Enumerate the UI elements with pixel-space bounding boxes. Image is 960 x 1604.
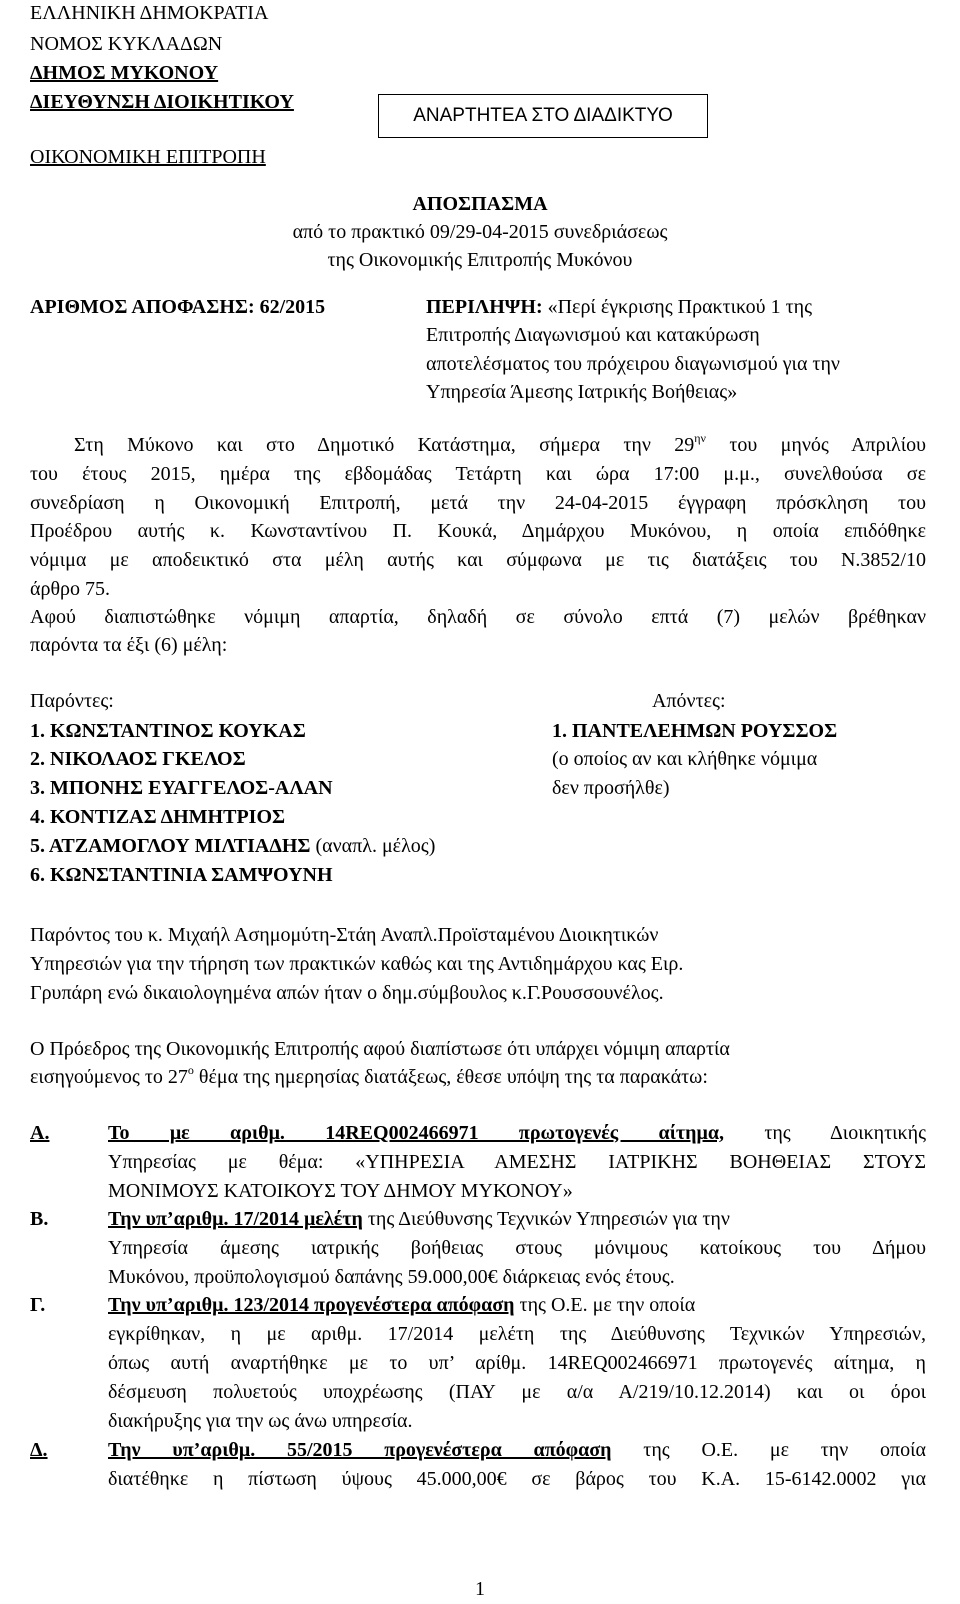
intro-line-8: παρόντα τα έξι (6) μέλη:: [30, 634, 228, 656]
presence-line-1: Παρόντος του κ. Μιχαήλ Ασημομύτη-Στάη Αναπλ.Προϊσταμένου Διοικητικών: [30, 924, 659, 946]
item-a-line-1-rest: της Διοικητικής: [764, 1122, 926, 1144]
publish-online-box: ΑΝΑΡΤΗΤΕΑ ΣΤΟ ΔΙΑΔΙΚΤΥΟ: [378, 94, 708, 138]
item-c-line-4: δέσμευση πολυετούς υποχρέωσης (ΠΑΥ με α/α Α/219/10.12.2014) και οι όροι: [108, 1381, 926, 1403]
president-line-2a: εισηγούμενος το 27: [30, 1066, 188, 1088]
item-c-line-5: διακήρυξης για την ως άνω υπηρεσία.: [108, 1410, 413, 1432]
president-sup: ο: [187, 1063, 194, 1077]
summary-label: ΠΕΡΙΛΗΨΗ:: [426, 296, 543, 318]
doc-heading: ΑΠΟΣΠΑΣΜΑ: [412, 193, 548, 215]
item-a-line-3: ΜΟΝΙΜΟΥΣ ΚΑΤΟΙΚΟΥΣ ΤΟΥ ΔΗΜΟΥ ΜΥΚΟΝΟΥ»: [108, 1180, 573, 1202]
president-line-2: [30, 1063, 708, 1088]
summary-line-3: αποτελέσματος του πρόχειρου διαγωνισμού για την: [426, 353, 840, 375]
intro-line-6: άρθρο 75.: [30, 578, 111, 600]
item-d-line-2: διατέθηκε η πίστωση ύψους 45.000,00€ σε βάρος του Κ.Α. 15-6142.0002 για: [108, 1468, 926, 1490]
item-c-line-1-rest: της Ο.Ε. με την οποία: [514, 1294, 696, 1316]
present-label: Παρόντες:: [30, 690, 114, 712]
summary-line-1: [426, 296, 812, 318]
item-b-line-2: Υπηρεσία άμεσης ιατρικής βοήθειας στους μόνιμους κατοίκους του Δήμου: [108, 1237, 926, 1259]
president-line-2b: θέμα της ημερησίας διατάξεως, έθεσε υπόψη της τα παρακάτω:: [193, 1066, 708, 1088]
item-a-line-1: [108, 1122, 926, 1144]
summary-line-4: Υπηρεσία Άμεσης Ιατρικής Βοήθειας»: [426, 381, 738, 403]
absent-label: Απόντες:: [652, 690, 726, 712]
decision-number: ΑΡΙΘΜΟΣ ΑΠΟΦΑΣΗΣ: 62/2015: [30, 296, 326, 318]
presence-line-3: Γρυπάρη ενώ δικαιολογημένα απών ήταν ο δημ.σύμβουλος κ.Γ.Ρουσσουνέλος.: [30, 982, 664, 1004]
item-b-line-1: [108, 1208, 926, 1230]
present-member-6: 6. ΚΩΝΣΤΑΝΤΙΝΙΑ ΣΑΜΨΟΥΝΗ: [30, 864, 333, 886]
header-prefecture: ΝΟΜΟΣ ΚΥΚΛΑΔΩΝ: [30, 33, 223, 55]
absent-note-2: δεν προσήλθε): [552, 777, 670, 799]
present-member-5-row: [30, 835, 435, 857]
item-b-line-3: Μυκόνου, προϋπολογισμού δαπάνης 59.000,00€ διάρκειας ενός έτους.: [108, 1266, 675, 1288]
item-a-ref: Το με αριθμ. 14REQ002466971 πρωτογενές αίτημα,: [108, 1122, 724, 1144]
page-number: 1: [475, 1578, 485, 1600]
intro-line-7: Αφού διαπιστώθηκε νόμιμη απαρτία, δηλαδή σε σύνολο επτά (7) μελών βρέθηκαν: [30, 606, 926, 628]
item-d-label: Δ.: [30, 1439, 48, 1461]
item-c-label: Γ.: [30, 1294, 46, 1316]
header-municipality: ΔΗΜΟΣ ΜΥΚΟΝΟΥ: [30, 62, 219, 84]
intro-line-4: Προέδρου αυτής κ. Κωνσταντίνου Π. Κουκά, Δημάρχου Μυκόνου, η οποία επιδόθηκε: [30, 520, 926, 542]
item-c-ref: Την υπ’αριθμ. 123/2014 προγενέστερα απόφαση: [108, 1294, 515, 1316]
present-member-1: 1. ΚΩΝΣΤΑΝΤΙΝΟΣ ΚΟΥΚΑΣ: [30, 720, 306, 742]
item-d-line-1: [108, 1439, 926, 1461]
header-country: ΕΛΛΗΝΙΚΗ ΔΗΜΟΚΡΑΤΙΑ: [30, 2, 269, 24]
item-b-ref: Την υπ’αριθμ. 17/2014 μελέτη: [108, 1208, 363, 1230]
doc-subheading-2: της Οικονομικής Επιτροπής Μυκόνου: [327, 249, 633, 271]
present-member-4: 4. ΚΟΝΤΙΖΑΣ ΔΗΜΗΤΡΙΟΣ: [30, 806, 286, 828]
intro-line-3: συνεδρίαση η Οικονομική Επιτροπή, μετά την 24-04-2015 έγγραφη πρόσκληση του: [30, 492, 926, 514]
intro-line-1b: του μηνός Απριλίου: [705, 434, 926, 456]
item-d-line-1-rest: της Ο.Ε. με την οποία: [643, 1439, 926, 1461]
absent-note-1: (ο οποίος αν και κλήθηκε νόμιμα: [552, 748, 818, 770]
item-c-line-1: [108, 1294, 926, 1316]
item-c-line-3: όπως αυτή αναρτήθηκε με το υπ’ αρίθμ. 14REQ002466971 πρωτογενές αίτημα, η: [108, 1352, 926, 1374]
present-member-5: 5. ΑΤΖΑΜΟΓΛΟΥ ΜΙΛΤΙΑΔΗΣ: [30, 835, 311, 857]
item-d-ref: Την υπ’αριθμ. 55/2015 προγενέστερα απόφαση: [108, 1439, 612, 1461]
header-committee: ΟΙΚΟΝΟΜΙΚΗ ΕΠΙΤΡΟΠΗ: [30, 146, 266, 168]
present-member-3: 3. ΜΠΟΝΗΣ ΕΥΑΓΓΕΛΟΣ-ΑΛΑΝ: [30, 777, 333, 799]
header-directorate: ΔΙΕΥΘΥΝΣΗ ΔΙΟΙΚΗΤΙΚΟΥ: [30, 91, 294, 113]
intro-line-2: του έτους 2015, ημέρα της εβδομάδας Τετάρτη και ώρα 17:00 μ.μ., συνελθούσα σε: [30, 463, 926, 485]
absent-member-1: 1. ΠΑΝΤΕΛΕΗΜΩΝ ΡΟΥΣΣΟΣ: [552, 720, 838, 742]
president-line-1: Ο Πρόεδρος της Οικονομικής Επιτροπής αφού διαπίστωσε ότι υπάρχει νόμιμη απαρτία: [30, 1038, 730, 1060]
doc-subheading-1: από το πρακτικό 09/29-04-2015 συνεδριάσεως: [292, 221, 668, 243]
item-b-label: Β.: [30, 1208, 49, 1230]
item-a-label: Α.: [30, 1122, 50, 1144]
present-member-5-note: (αναπλ. μέλος): [310, 835, 436, 857]
item-c-line-2: εγκρίθηκαν, η με αριθμ. 17/2014 μελέτη της Διεύθυνσης Τεχνικών Υπηρεσιών,: [108, 1323, 926, 1345]
intro-line-1a: Στη Μύκονο και στο Δημοτικό Κατάστημα, σήμερα την 29: [74, 434, 695, 456]
intro-line-1: [74, 431, 926, 456]
summary-text-1: «Περί έγκρισης Πρακτικού 1 της: [547, 296, 813, 318]
presence-line-2: Υπηρεσιών για την τήρηση των πρακτικών καθώς και της Αντιδημάρχου κας Ειρ.: [30, 953, 684, 975]
summary-line-2: Επιτροπής Διαγωνισμού και κατακύρωση: [426, 324, 760, 346]
present-member-2: 2. ΝΙΚΟΛΑΟΣ ΓΚΕΛΟΣ: [30, 748, 246, 770]
intro-sup-day: ην: [694, 431, 706, 445]
intro-line-5: νόμιμα με αποδεικτικό στα μέλη αυτής και σύμφωνα με τις διατάξεις του Ν.3852/10: [30, 549, 926, 571]
item-a-line-2: Υπηρεσίας με θέμα: «ΥΠΗΡΕΣΙΑ ΑΜΕΣΗΣ ΙΑΤΡΙΚΗΣ ΒΟΗΘΕΙΑΣ ΣΤΟΥΣ: [108, 1151, 926, 1173]
item-b-line-1-rest: της Διεύθυνσης Τεχνικών Υπηρεσιών για την: [362, 1208, 730, 1230]
